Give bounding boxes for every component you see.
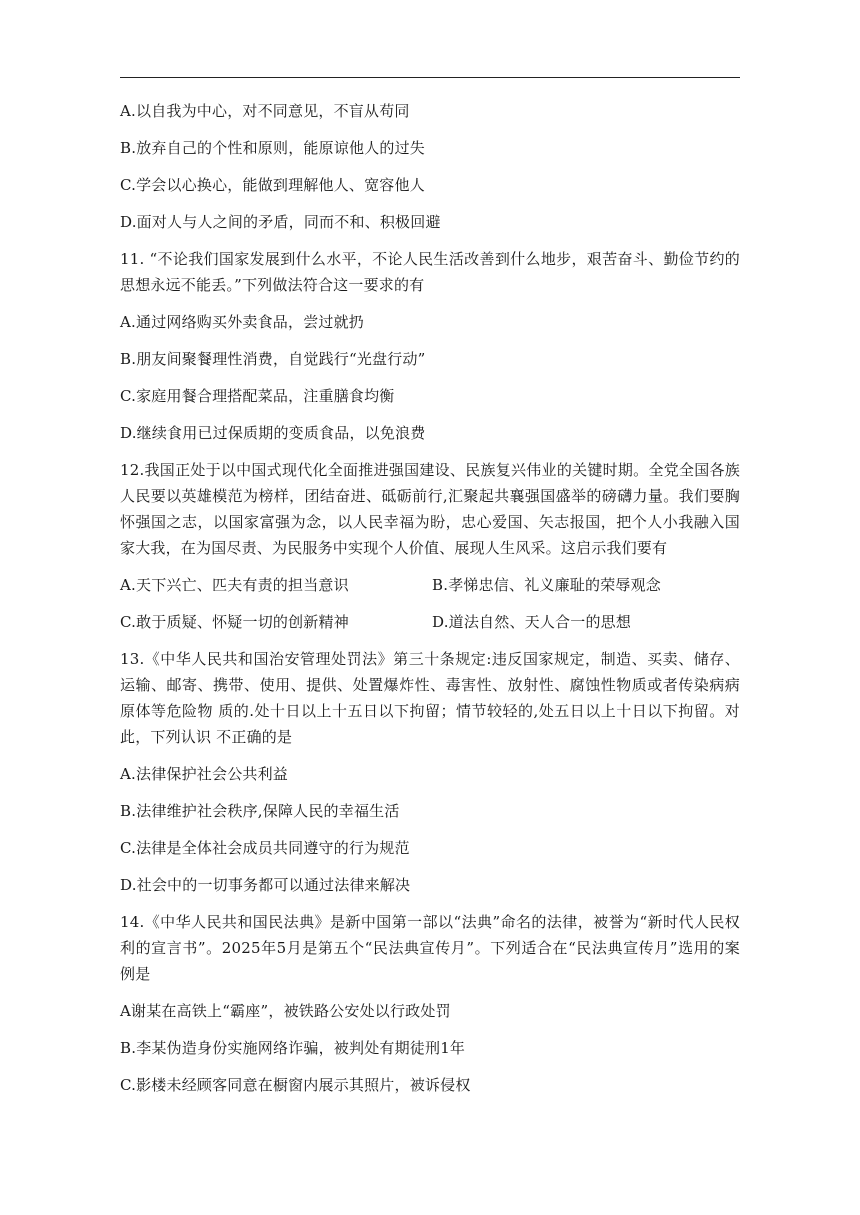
q10-option-d: D.面对人与人之间的矛盾，同而不和、积极回避 bbox=[120, 213, 441, 231]
q14-option-b: B.李某伪造身份实施网络诈骗，被判处有期徒刑1年 bbox=[120, 1039, 466, 1057]
q10-option-c: C.学会以心换心，能做到理解他人、宽容他人 bbox=[120, 176, 425, 194]
q12-stem: 12.我国正处于以中国式现代化全面推进强国建设、民族复兴伟业的关键时期。全党全国各族人民要以英雄模范为榜样，团结奋进、砥砺前行,汇聚起共襄强国盛举的磅礴力量。我们要胸怀强国之志，以国家富强为念，以人民幸福为盼，忠心爱国、矢志报国，把个人小我融入国家大我，在为国尽责、为民服务中实现个人价值、展现人生风采。这启示我们要有 bbox=[120, 461, 740, 557]
q11-option-b: B.朋友间聚餐理性消费，自觉践行“光盘行动” bbox=[120, 350, 426, 368]
q11-option-c: C.家庭用餐合理搭配菜品，注重膳食均衡 bbox=[120, 387, 395, 405]
q14-option-c: C.影楼未经顾客同意在橱窗内展示其照片，被诉侵权 bbox=[120, 1076, 471, 1094]
q13-option-c: C.法律是全体社会成员共同遵守的行为规范 bbox=[120, 839, 410, 857]
header-rule bbox=[120, 77, 740, 78]
q11-option-d: D.继续食用已过保质期的变质食品，以免浪费 bbox=[120, 424, 426, 442]
q14-stem: 14.《中华人民共和国民法典》是新中国第一部以“法典”命名的法律，被誉为“新时代人民权利的宣言书”。2025年5月是第五个“民法典宣传月”。下列适合在“民法典宣传月”选用的案例是 bbox=[120, 913, 740, 983]
q12-options-row-1 bbox=[120, 572, 740, 598]
exam-page bbox=[120, 98, 740, 1109]
q11-option-a: A.通过网络购买外卖食品，尝过就扔 bbox=[120, 313, 365, 331]
q11-stem: 11. “不论我们国家发展到什么水平，不论人民生活改善到什么地步，艰苦奋斗、勤俭节约的思想永远不能丢。”下列做法符合这一要求的有 bbox=[120, 250, 740, 294]
q13-option-b: B.法律维护社会秩序,保障人民的幸福生活 bbox=[120, 802, 400, 820]
q14-option-a: A谢某在高铁上“霸座”，被铁路公安处以行政处罚 bbox=[120, 1002, 451, 1020]
q12-option-d: D.道法自然、天人合一的思想 bbox=[432, 613, 632, 631]
q10-option-b: B.放弃自己的个性和原则，能原谅他人的过失 bbox=[120, 139, 425, 157]
q10-option-a: A.以自我为中心，对不同意见，不盲从苟同 bbox=[120, 102, 410, 120]
q12-option-c: C.敢于质疑、怀疑一切的创新精神 bbox=[120, 613, 349, 631]
q12-option-b: B.孝悌忠信、礼义廉耻的荣辱观念 bbox=[432, 576, 661, 594]
q13-option-a: A.法律保护社会公共利益 bbox=[120, 765, 289, 783]
q12-option-a: A.天下兴亡、匹夫有责的担当意识 bbox=[120, 576, 349, 594]
q13-stem: 13.《中华人民共和国治安管理处罚法》第三十条规定:违反国家规定，制造、买卖、储存、运输、邮寄、携带、使用、提供、处置爆炸性、毒害性、放射性、腐蚀性物质或者传染病病原体等危险物 质的.处十日以上十五日以下拘留；情节较轻的,处五日以上十日以下拘留。对此，下列认识 不正确的是 bbox=[120, 650, 740, 746]
q13-option-d: D.社会中的一切事务都可以通过法律来解决 bbox=[120, 876, 411, 894]
q12-options-row-2 bbox=[120, 609, 740, 635]
